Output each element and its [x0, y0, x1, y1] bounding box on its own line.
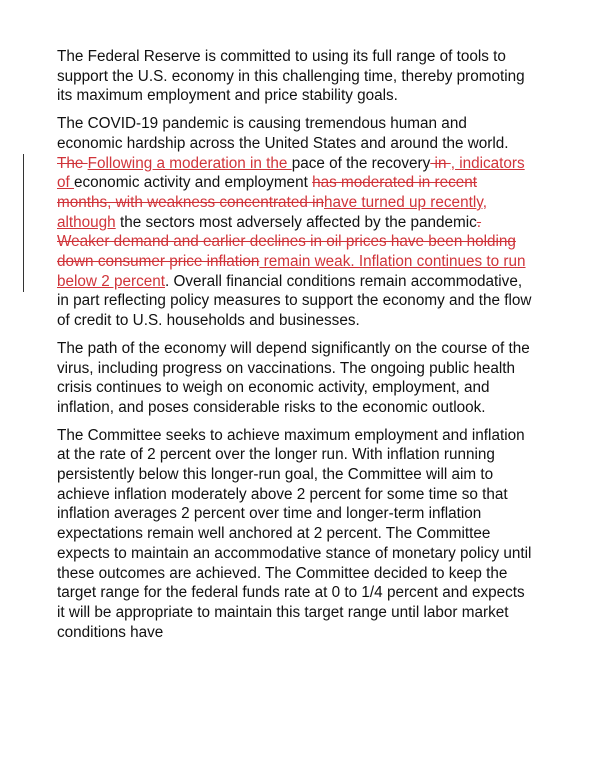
text-run: the sectors most adversely affected by the pandemic	[115, 213, 477, 231]
inserted-text: , indicators of	[57, 154, 525, 192]
deleted-text: has moderated in recent months, with weakness concentrated in	[57, 174, 478, 211]
deleted-text: The	[57, 154, 88, 172]
revision-change-bar	[23, 154, 24, 292]
text-run: The path of the economy will depend significantly on the course of the virus, including progress on vaccinations. The ongoing public health crisis continues to weigh on economic activity, employment, and inflation, and poses considerable risks to the economic outlook.	[57, 339, 530, 416]
text-run: . Overall financial conditions remain accommodative, in part reflecting policy measures to support the economy and the flow of credit to U.S. households and businesses.	[57, 272, 532, 330]
deleted-text: in	[430, 154, 451, 172]
text-run: economic activity and employment	[74, 174, 313, 192]
paragraph-economic-path	[57, 339, 532, 418]
inserted-text: have turned up recently, although	[57, 193, 487, 231]
text-run: The Committee seeks to achieve maximum employment and inflation at the rate of 2 percent over the longer run. With inflation running persistently below this longer-run goal, the Committee will aim to achieve inflation moderately above 2 percent for some time so that inflation averages 2 percent over time and longer-term inflation expectations remain well anchored at 2 percent. The Committee expects to maintain an accommodative stance of monetary policy until these outcomes are achieved. The Committee decided to keep the target range for the federal funds rate at 0 to 1/4 percent and expects it will be appropriate to maintain this target range until labor market conditions have	[57, 426, 532, 641]
paragraph-committee-policy	[57, 426, 532, 643]
paragraph-intro	[57, 47, 532, 106]
text-run: The Federal Reserve is committed to using its full range of tools to support the U.S. economy in this challenging time, thereby promoting its maximum employment and price stability goals.	[57, 48, 525, 105]
deleted-text: . Weaker demand and earlier declines in oil prices have been holding down consumer price inflation	[57, 213, 516, 271]
inserted-text: Following a moderation in the	[87, 154, 292, 172]
text-run: pace of the recovery	[291, 154, 431, 172]
inserted-text: remain weak. Inflation continues to run below 2 percent	[57, 253, 526, 290]
paragraph-economic-conditions	[57, 114, 532, 331]
text-run: The COVID-19 pandemic is causing tremendous human and economic hardship across the United States and around the world.	[57, 115, 509, 152]
document-body	[57, 47, 532, 650]
